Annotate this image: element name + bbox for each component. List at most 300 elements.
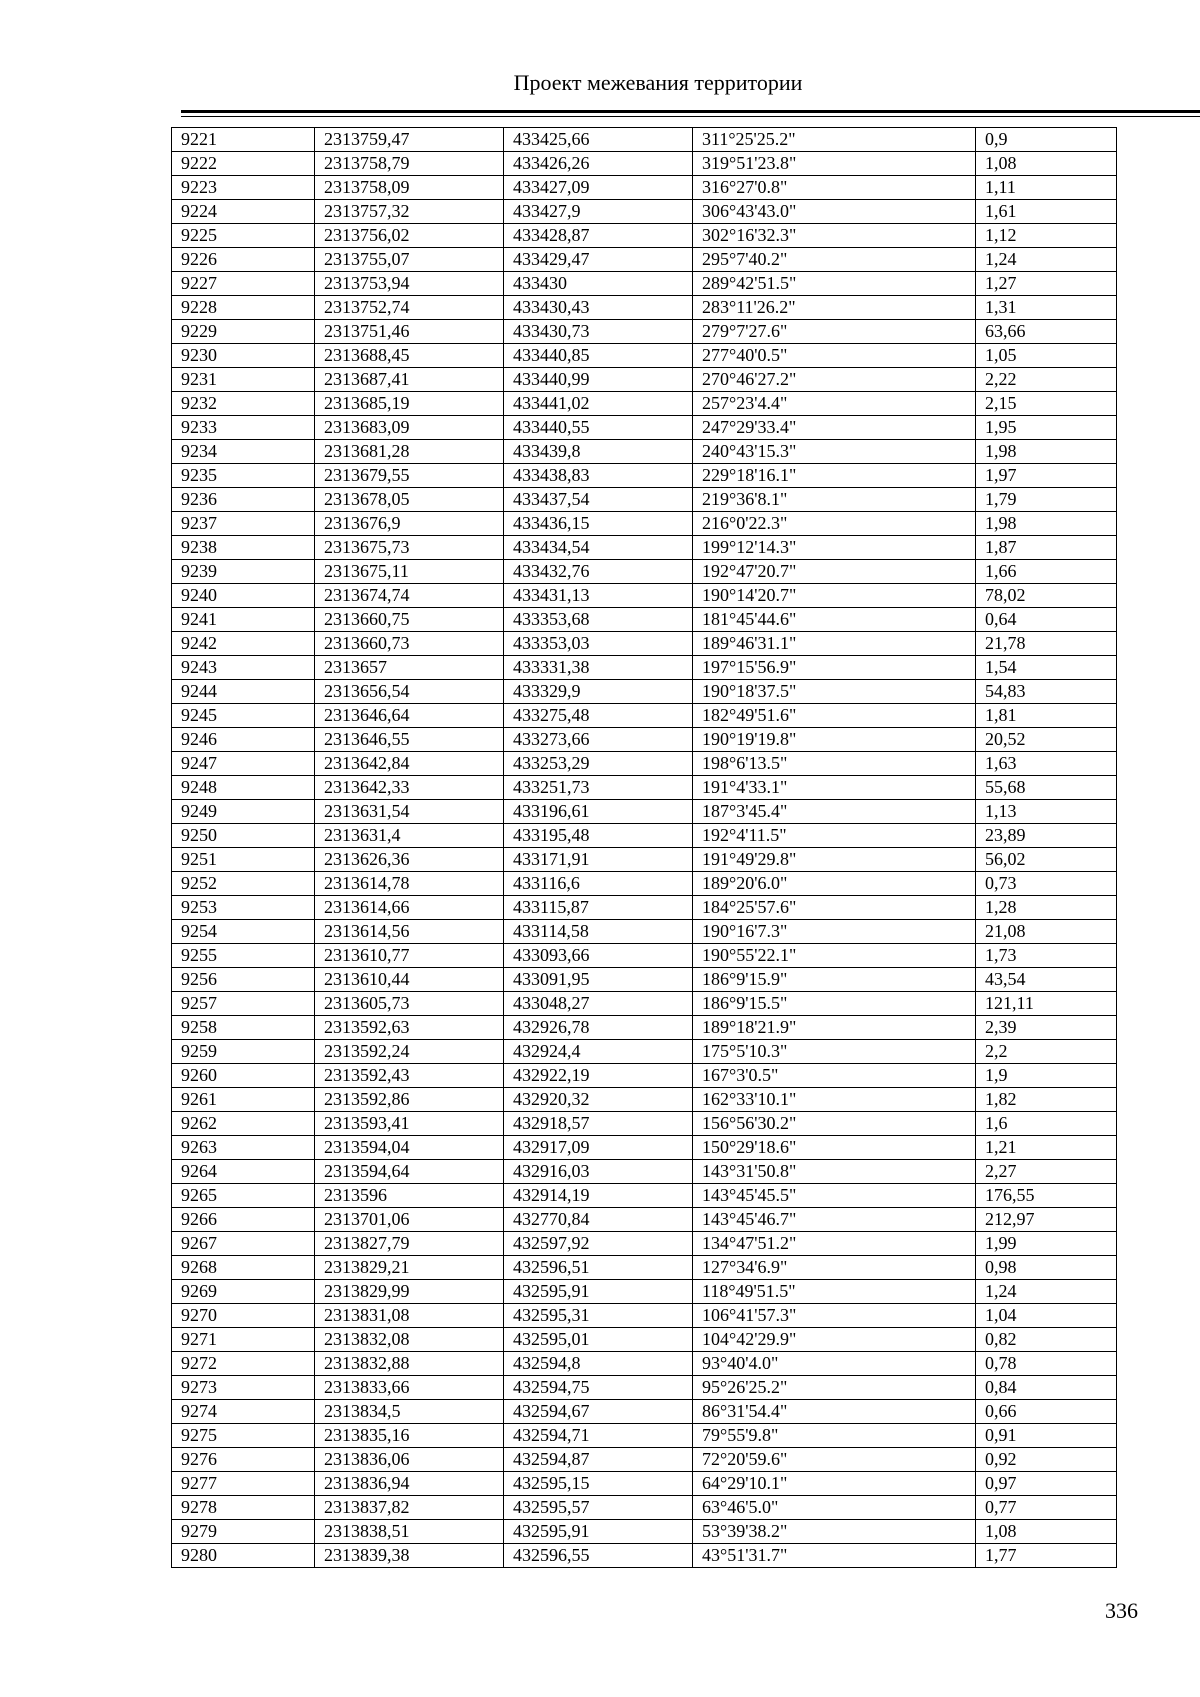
point-number-cell: 9265 [172, 1184, 315, 1208]
y-coordinate-cell: 433195,48 [504, 824, 693, 848]
direction-angle-cell: 277°40'0.5" [693, 344, 976, 368]
table-row [172, 1352, 1117, 1376]
y-coordinate-cell: 433114,58 [504, 920, 693, 944]
header-rule-thick [181, 110, 1200, 113]
point-number-cell: 9260 [172, 1064, 315, 1088]
point-number-cell: 9225 [172, 224, 315, 248]
y-coordinate-cell: 432922,19 [504, 1064, 693, 1088]
direction-angle-cell: 189°18'21.9" [693, 1016, 976, 1040]
point-number-cell: 9251 [172, 848, 315, 872]
y-coordinate-cell: 432770,84 [504, 1208, 693, 1232]
distance-cell: 1,63 [976, 752, 1117, 776]
x-coordinate-cell: 2313675,73 [315, 536, 504, 560]
distance-cell: 1,24 [976, 1280, 1117, 1304]
point-number-cell: 9224 [172, 200, 315, 224]
y-coordinate-cell: 433430,73 [504, 320, 693, 344]
y-coordinate-cell: 433430,43 [504, 296, 693, 320]
point-number-cell: 9278 [172, 1496, 315, 1520]
y-coordinate-cell: 433091,95 [504, 968, 693, 992]
y-coordinate-cell: 433440,55 [504, 416, 693, 440]
y-coordinate-cell: 432914,19 [504, 1184, 693, 1208]
y-coordinate-cell: 433093,66 [504, 944, 693, 968]
direction-angle-cell: 63°46'5.0" [693, 1496, 976, 1520]
direction-angle-cell: 64°29'10.1" [693, 1472, 976, 1496]
table-row [172, 152, 1117, 176]
distance-cell: 63,66 [976, 320, 1117, 344]
table-row [172, 1160, 1117, 1184]
x-coordinate-cell: 2313836,94 [315, 1472, 504, 1496]
x-coordinate-cell: 2313626,36 [315, 848, 504, 872]
x-coordinate-cell: 2313676,9 [315, 512, 504, 536]
table-row [172, 464, 1117, 488]
point-number-cell: 9245 [172, 704, 315, 728]
x-coordinate-cell: 2313675,11 [315, 560, 504, 584]
x-coordinate-cell: 2313610,44 [315, 968, 504, 992]
point-number-cell: 9256 [172, 968, 315, 992]
y-coordinate-cell: 433116,6 [504, 872, 693, 896]
x-coordinate-cell: 2313642,84 [315, 752, 504, 776]
table-row [172, 1256, 1117, 1280]
x-coordinate-cell: 2313660,75 [315, 608, 504, 632]
direction-angle-cell: 311°25'25.2" [693, 128, 976, 152]
point-number-cell: 9269 [172, 1280, 315, 1304]
distance-cell: 2,2 [976, 1040, 1117, 1064]
point-number-cell: 9271 [172, 1328, 315, 1352]
x-coordinate-cell: 2313594,64 [315, 1160, 504, 1184]
distance-cell: 55,68 [976, 776, 1117, 800]
table-row [172, 368, 1117, 392]
table-row [172, 1304, 1117, 1328]
distance-cell: 1,12 [976, 224, 1117, 248]
table-row [172, 128, 1117, 152]
y-coordinate-cell: 432918,57 [504, 1112, 693, 1136]
x-coordinate-cell: 2313610,77 [315, 944, 504, 968]
distance-cell: 1,81 [976, 704, 1117, 728]
direction-angle-cell: 257°23'4.4" [693, 392, 976, 416]
y-coordinate-cell: 432594,71 [504, 1424, 693, 1448]
distance-cell: 2,39 [976, 1016, 1117, 1040]
distance-cell: 176,55 [976, 1184, 1117, 1208]
point-number-cell: 9248 [172, 776, 315, 800]
table-row [172, 1424, 1117, 1448]
distance-cell: 1,13 [976, 800, 1117, 824]
x-coordinate-cell: 2313753,94 [315, 272, 504, 296]
x-coordinate-cell: 2313642,33 [315, 776, 504, 800]
y-coordinate-cell: 433430 [504, 272, 693, 296]
distance-cell: 0,98 [976, 1256, 1117, 1280]
table-row [172, 440, 1117, 464]
direction-angle-cell: 162°33'10.1" [693, 1088, 976, 1112]
distance-cell: 43,54 [976, 968, 1117, 992]
table-row [172, 848, 1117, 872]
point-number-cell: 9247 [172, 752, 315, 776]
table-row [172, 1496, 1117, 1520]
table-row [172, 1400, 1117, 1424]
direction-angle-cell: 95°26'25.2" [693, 1376, 976, 1400]
table-row [172, 992, 1117, 1016]
table-row [172, 608, 1117, 632]
page-header-title: Проект межевания территории [513, 70, 803, 95]
point-number-cell: 9241 [172, 608, 315, 632]
table-row [172, 416, 1117, 440]
direction-angle-cell: 53°39'38.2" [693, 1520, 976, 1544]
distance-cell: 0,78 [976, 1352, 1117, 1376]
table-row [172, 1016, 1117, 1040]
distance-cell: 1,05 [976, 344, 1117, 368]
y-coordinate-cell: 433429,47 [504, 248, 693, 272]
coordinates-table-body [172, 128, 1117, 1568]
distance-cell: 0,82 [976, 1328, 1117, 1352]
point-number-cell: 9221 [172, 128, 315, 152]
direction-angle-cell: 187°3'45.4" [693, 800, 976, 824]
direction-angle-cell: 93°40'4.0" [693, 1352, 976, 1376]
table-row [172, 1088, 1117, 1112]
point-number-cell: 9231 [172, 368, 315, 392]
point-number-cell: 9235 [172, 464, 315, 488]
table-row [172, 344, 1117, 368]
distance-cell: 21,78 [976, 632, 1117, 656]
direction-angle-cell: 104°42'29.9" [693, 1328, 976, 1352]
table-row [172, 560, 1117, 584]
distance-cell: 0,73 [976, 872, 1117, 896]
distance-cell: 1,08 [976, 152, 1117, 176]
direction-angle-cell: 190°55'22.1" [693, 944, 976, 968]
distance-cell: 1,77 [976, 1544, 1117, 1568]
point-number-cell: 9250 [172, 824, 315, 848]
direction-angle-cell: 219°36'8.1" [693, 488, 976, 512]
table-row [172, 1064, 1117, 1088]
y-coordinate-cell: 432595,91 [504, 1520, 693, 1544]
x-coordinate-cell: 2313681,28 [315, 440, 504, 464]
distance-cell: 1,28 [976, 896, 1117, 920]
point-number-cell: 9228 [172, 296, 315, 320]
direction-angle-cell: 72°20'59.6" [693, 1448, 976, 1472]
table-row [172, 968, 1117, 992]
distance-cell: 1,08 [976, 1520, 1117, 1544]
direction-angle-cell: 279°7'27.6" [693, 320, 976, 344]
direction-angle-cell: 191°49'29.8" [693, 848, 976, 872]
distance-cell: 21,08 [976, 920, 1117, 944]
x-coordinate-cell: 2313758,79 [315, 152, 504, 176]
x-coordinate-cell: 2313674,74 [315, 584, 504, 608]
x-coordinate-cell: 2313687,41 [315, 368, 504, 392]
table-row [172, 920, 1117, 944]
distance-cell: 1,04 [976, 1304, 1117, 1328]
x-coordinate-cell: 2313838,51 [315, 1520, 504, 1544]
table-row [172, 872, 1117, 896]
x-coordinate-cell: 2313752,74 [315, 296, 504, 320]
y-coordinate-cell: 433275,48 [504, 704, 693, 728]
direction-angle-cell: 79°55'9.8" [693, 1424, 976, 1448]
y-coordinate-cell: 432595,57 [504, 1496, 693, 1520]
table-row [172, 200, 1117, 224]
x-coordinate-cell: 2313646,55 [315, 728, 504, 752]
y-coordinate-cell: 432595,15 [504, 1472, 693, 1496]
point-number-cell: 9264 [172, 1160, 315, 1184]
table-row [172, 632, 1117, 656]
y-coordinate-cell: 433436,15 [504, 512, 693, 536]
x-coordinate-cell: 2313758,09 [315, 176, 504, 200]
direction-angle-cell: 283°11'26.2" [693, 296, 976, 320]
distance-cell: 0,77 [976, 1496, 1117, 1520]
point-number-cell: 9266 [172, 1208, 315, 1232]
distance-cell: 0,9 [976, 128, 1117, 152]
table-row [172, 1376, 1117, 1400]
direction-angle-cell: 190°16'7.3" [693, 920, 976, 944]
distance-cell: 121,11 [976, 992, 1117, 1016]
point-number-cell: 9222 [172, 152, 315, 176]
direction-angle-cell: 319°51'23.8" [693, 152, 976, 176]
table-row [172, 1208, 1117, 1232]
point-number-cell: 9229 [172, 320, 315, 344]
y-coordinate-cell: 432926,78 [504, 1016, 693, 1040]
table-row [172, 512, 1117, 536]
y-coordinate-cell: 433425,66 [504, 128, 693, 152]
distance-cell: 1,95 [976, 416, 1117, 440]
direction-angle-cell: 186°9'15.9" [693, 968, 976, 992]
distance-cell: 1,27 [976, 272, 1117, 296]
y-coordinate-cell: 433437,54 [504, 488, 693, 512]
table-row [172, 752, 1117, 776]
point-number-cell: 9238 [172, 536, 315, 560]
distance-cell: 0,64 [976, 608, 1117, 632]
table-row [172, 1136, 1117, 1160]
y-coordinate-cell: 433273,66 [504, 728, 693, 752]
x-coordinate-cell: 2313614,66 [315, 896, 504, 920]
table-row [172, 944, 1117, 968]
direction-angle-cell: 316°27'0.8" [693, 176, 976, 200]
table-row [172, 536, 1117, 560]
direction-angle-cell: 167°3'0.5" [693, 1064, 976, 1088]
direction-angle-cell: 156°56'30.2" [693, 1112, 976, 1136]
x-coordinate-cell: 2313593,41 [315, 1112, 504, 1136]
y-coordinate-cell: 433439,8 [504, 440, 693, 464]
point-number-cell: 9223 [172, 176, 315, 200]
y-coordinate-cell: 432917,09 [504, 1136, 693, 1160]
direction-angle-cell: 229°18'16.1" [693, 464, 976, 488]
table-row [172, 1112, 1117, 1136]
x-coordinate-cell: 2313839,38 [315, 1544, 504, 1568]
x-coordinate-cell: 2313756,02 [315, 224, 504, 248]
point-number-cell: 9234 [172, 440, 315, 464]
y-coordinate-cell: 433438,83 [504, 464, 693, 488]
table-row [172, 1520, 1117, 1544]
table-row [172, 1184, 1117, 1208]
x-coordinate-cell: 2313679,55 [315, 464, 504, 488]
distance-cell: 1,98 [976, 440, 1117, 464]
point-number-cell: 9276 [172, 1448, 315, 1472]
x-coordinate-cell: 2313594,04 [315, 1136, 504, 1160]
table-row [172, 272, 1117, 296]
direction-angle-cell: 199°12'14.3" [693, 536, 976, 560]
x-coordinate-cell: 2313832,08 [315, 1328, 504, 1352]
table-row [172, 488, 1117, 512]
x-coordinate-cell: 2313592,24 [315, 1040, 504, 1064]
table-row [172, 728, 1117, 752]
x-coordinate-cell: 2313656,54 [315, 680, 504, 704]
direction-angle-cell: 192°4'11.5" [693, 824, 976, 848]
y-coordinate-cell: 432594,8 [504, 1352, 693, 1376]
direction-angle-cell: 181°45'44.6" [693, 608, 976, 632]
distance-cell: 1,97 [976, 464, 1117, 488]
distance-cell: 0,66 [976, 1400, 1117, 1424]
y-coordinate-cell: 432920,32 [504, 1088, 693, 1112]
direction-angle-cell: 190°18'37.5" [693, 680, 976, 704]
point-number-cell: 9262 [172, 1112, 315, 1136]
direction-angle-cell: 189°46'31.1" [693, 632, 976, 656]
point-number-cell: 9257 [172, 992, 315, 1016]
distance-cell: 1,61 [976, 200, 1117, 224]
y-coordinate-cell: 433353,03 [504, 632, 693, 656]
x-coordinate-cell: 2313605,73 [315, 992, 504, 1016]
direction-angle-cell: 240°43'15.3" [693, 440, 976, 464]
x-coordinate-cell: 2313660,73 [315, 632, 504, 656]
direction-angle-cell: 150°29'18.6" [693, 1136, 976, 1160]
x-coordinate-cell: 2313759,47 [315, 128, 504, 152]
y-coordinate-cell: 432597,92 [504, 1232, 693, 1256]
x-coordinate-cell: 2313832,88 [315, 1352, 504, 1376]
distance-cell: 78,02 [976, 584, 1117, 608]
direction-angle-cell: 184°25'57.6" [693, 896, 976, 920]
x-coordinate-cell: 2313657 [315, 656, 504, 680]
direction-angle-cell: 106°41'57.3" [693, 1304, 976, 1328]
x-coordinate-cell: 2313592,63 [315, 1016, 504, 1040]
table-row [172, 1472, 1117, 1496]
table-row [172, 680, 1117, 704]
distance-cell: 20,52 [976, 728, 1117, 752]
point-number-cell: 9273 [172, 1376, 315, 1400]
table-row [172, 248, 1117, 272]
y-coordinate-cell: 433434,54 [504, 536, 693, 560]
direction-angle-cell: 118°49'51.5" [693, 1280, 976, 1304]
y-coordinate-cell: 432596,55 [504, 1544, 693, 1568]
direction-angle-cell: 127°34'6.9" [693, 1256, 976, 1280]
y-coordinate-cell: 433251,73 [504, 776, 693, 800]
y-coordinate-cell: 432595,01 [504, 1328, 693, 1352]
table-row [172, 1328, 1117, 1352]
point-number-cell: 9227 [172, 272, 315, 296]
x-coordinate-cell: 2313596 [315, 1184, 504, 1208]
y-coordinate-cell: 432916,03 [504, 1160, 693, 1184]
table-row [172, 824, 1117, 848]
x-coordinate-cell: 2313614,56 [315, 920, 504, 944]
distance-cell: 1,87 [976, 536, 1117, 560]
x-coordinate-cell: 2313833,66 [315, 1376, 504, 1400]
point-number-cell: 9230 [172, 344, 315, 368]
x-coordinate-cell: 2313683,09 [315, 416, 504, 440]
table-row [172, 1040, 1117, 1064]
table-row [172, 656, 1117, 680]
point-number-cell: 9259 [172, 1040, 315, 1064]
y-coordinate-cell: 433331,38 [504, 656, 693, 680]
y-coordinate-cell: 433196,61 [504, 800, 693, 824]
point-number-cell: 9243 [172, 656, 315, 680]
point-number-cell: 9263 [172, 1136, 315, 1160]
y-coordinate-cell: 433440,85 [504, 344, 693, 368]
y-coordinate-cell: 433440,99 [504, 368, 693, 392]
point-number-cell: 9249 [172, 800, 315, 824]
distance-cell: 0,91 [976, 1424, 1117, 1448]
table-row [172, 1232, 1117, 1256]
x-coordinate-cell: 2313592,86 [315, 1088, 504, 1112]
direction-angle-cell: 134°47'51.2" [693, 1232, 976, 1256]
direction-angle-cell: 189°20'6.0" [693, 872, 976, 896]
distance-cell: 212,97 [976, 1208, 1117, 1232]
page-number: 336 [1105, 1598, 1138, 1623]
x-coordinate-cell: 2313829,99 [315, 1280, 504, 1304]
direction-angle-cell: 295°7'40.2" [693, 248, 976, 272]
direction-angle-cell: 198°6'13.5" [693, 752, 976, 776]
table-row [172, 584, 1117, 608]
point-number-cell: 9274 [172, 1400, 315, 1424]
point-number-cell: 9267 [172, 1232, 315, 1256]
y-coordinate-cell: 433171,91 [504, 848, 693, 872]
coordinates-table [171, 127, 1117, 1568]
y-coordinate-cell: 432924,4 [504, 1040, 693, 1064]
x-coordinate-cell: 2313751,46 [315, 320, 504, 344]
y-coordinate-cell: 432594,75 [504, 1376, 693, 1400]
direction-angle-cell: 306°43'43.0" [693, 200, 976, 224]
x-coordinate-cell: 2313829,21 [315, 1256, 504, 1280]
point-number-cell: 9233 [172, 416, 315, 440]
distance-cell: 23,89 [976, 824, 1117, 848]
y-coordinate-cell: 432594,87 [504, 1448, 693, 1472]
distance-cell: 1,9 [976, 1064, 1117, 1088]
table-row [172, 392, 1117, 416]
direction-angle-cell: 143°31'50.8" [693, 1160, 976, 1184]
distance-cell: 1,98 [976, 512, 1117, 536]
x-coordinate-cell: 2313834,5 [315, 1400, 504, 1424]
table-row [172, 296, 1117, 320]
direction-angle-cell: 175°5'10.3" [693, 1040, 976, 1064]
direction-angle-cell: 247°29'33.4" [693, 416, 976, 440]
point-number-cell: 9242 [172, 632, 315, 656]
table-row [172, 1448, 1117, 1472]
point-number-cell: 9244 [172, 680, 315, 704]
table-row [172, 1544, 1117, 1568]
x-coordinate-cell: 2313831,08 [315, 1304, 504, 1328]
y-coordinate-cell: 433426,26 [504, 152, 693, 176]
distance-cell: 1,99 [976, 1232, 1117, 1256]
x-coordinate-cell: 2313631,54 [315, 800, 504, 824]
point-number-cell: 9270 [172, 1304, 315, 1328]
distance-cell: 1,11 [976, 176, 1117, 200]
point-number-cell: 9261 [172, 1088, 315, 1112]
table-row [172, 896, 1117, 920]
distance-cell: 1,24 [976, 248, 1117, 272]
y-coordinate-cell: 433441,02 [504, 392, 693, 416]
direction-angle-cell: 302°16'32.3" [693, 224, 976, 248]
point-number-cell: 9236 [172, 488, 315, 512]
table-row [172, 224, 1117, 248]
point-number-cell: 9279 [172, 1520, 315, 1544]
distance-cell: 0,97 [976, 1472, 1117, 1496]
y-coordinate-cell: 432595,31 [504, 1304, 693, 1328]
table-row [172, 320, 1117, 344]
point-number-cell: 9239 [172, 560, 315, 584]
distance-cell: 1,6 [976, 1112, 1117, 1136]
x-coordinate-cell: 2313646,64 [315, 704, 504, 728]
distance-cell: 0,92 [976, 1448, 1117, 1472]
y-coordinate-cell: 433329,9 [504, 680, 693, 704]
point-number-cell: 9258 [172, 1016, 315, 1040]
distance-cell: 54,83 [976, 680, 1117, 704]
x-coordinate-cell: 2313631,4 [315, 824, 504, 848]
x-coordinate-cell: 2313836,06 [315, 1448, 504, 1472]
x-coordinate-cell: 2313835,16 [315, 1424, 504, 1448]
distance-cell: 1,66 [976, 560, 1117, 584]
y-coordinate-cell: 433427,9 [504, 200, 693, 224]
